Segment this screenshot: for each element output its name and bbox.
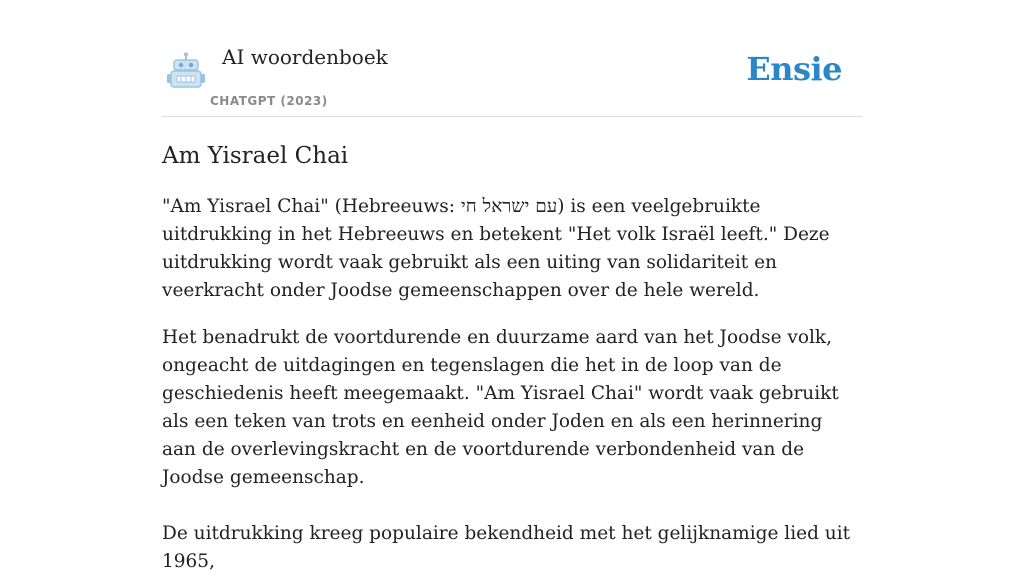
ensie-logo[interactable]: Ensie <box>746 50 842 88</box>
entry-container <box>162 0 862 576</box>
page-title: Am Yisrael Chai <box>162 143 349 169</box>
robot-icon <box>166 52 206 90</box>
source-title-link[interactable]: AI woordenboek <box>222 45 388 69</box>
entry-header <box>162 0 862 117</box>
source-meta: CHATGPT (2023) <box>210 94 328 108</box>
entry-paragraph: "Am Yisrael Chai" (Hebreeuws: עם ישראל חי) is een veelgebruikte uitdrukking in het Hebreeuws en betekent "Het volk Israël leeft." Deze uitdrukking wordt vaak gebruikt als een uiting van solidariteit en veerkracht onder Joodse gemeenschappen over de hele wereld. <box>162 196 830 301</box>
entry-paragraph: De uitdrukking kreeg populaire bekendheid met het gelijknamige lied uit 1965, <box>162 523 851 572</box>
entry-paragraph: Het benadrukt de voortdurende en duurzame aard van het Joodse volk, ongeacht de uitdagingen en tegenslagen die het in de loop van de geschiedenis heeft meegemaakt. "Am Yisrael Chai" wordt vaak gebruikt als een teken van trots en eenheid onder Joden en als een herinnering aan de overlevingskracht en de voortdurende verbondenheid van de Joodse gemeenschap. <box>162 327 839 488</box>
